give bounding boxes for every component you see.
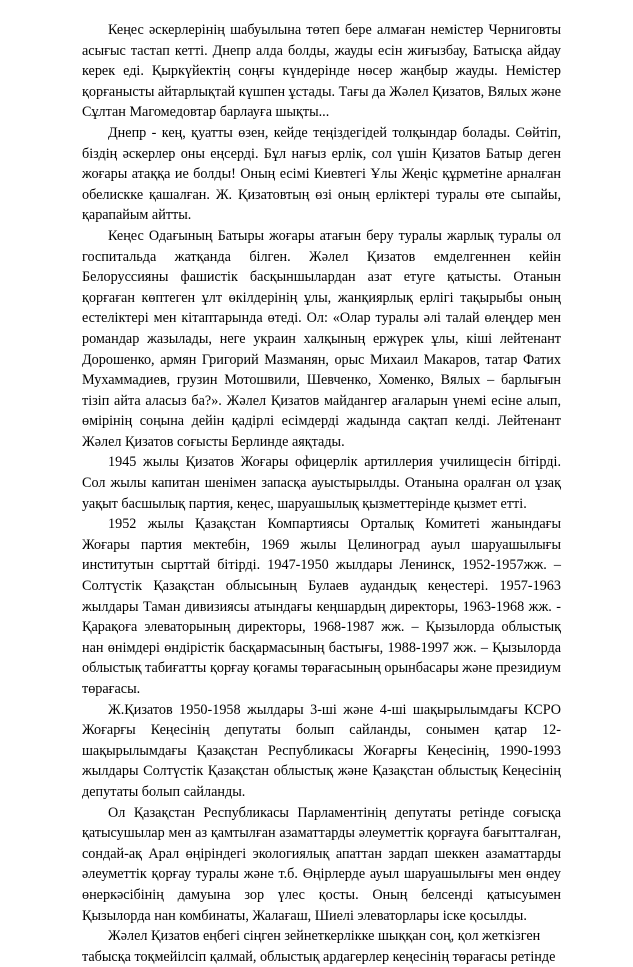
paragraph: Кеңес Одағының Батыры жоғары атағын беру туралы жарлық туралы ол госпитальда жатқанда білген. Жәлел Қизатов емделгеннен кейін Белоруссияны фашистік басқыншылардан азат етуге қатысты. Отанын қорғаған көптеген ұлт өкілдерінің ұлы, жанқиярлық ерлігі тақырыбы оның естеліктері мен кітаптарында өтеді. Ол: «Олар туралы әлі талай өлеңдер мен романдар жазылады, неге украин халқының ержүрек ұлы, кіші лейтенант Дорошенко, армян Григорий Мазманян, орыс Михаил Макаров, татар Фатих Мухаммадиев, грузин Мотошвили, Шевченко, Хоменко, Вялых – барлығын тізіп айта аласыз ба?». Жәлел Қизатов майдангер ағаларын үнемі есіне алып, өмірінің соңына дейін қадірлі есімдерді жадында сақтап келді. Лейтенант Жәлел Қизатов соғысты Берлинде аяқтады. [82, 227, 561, 450]
paragraph: Ж.Қизатов 1950-1958 жылдары 3-ші және 4-ші шақырылымдағы КСРО Жоғарғы Кеңесінің депутаты болып сайланды, сонымен қатар 12-шақырылымдағы Қазақстан Республикасы Жоғарғы Кеңесінің, 1990-1993 жылдары Солтүстік Қазақстан облыстық және Қазақстан облыстық Кеңесінің депутаты болып сайланды. [82, 701, 561, 800]
document-body [82, 20, 561, 967]
paragraph: Днепр - кең, қуатты өзен, кейде теңіздегідей толқындар болады. Сөйтіп, біздің әскерлер оны еңсерді. Бұл нағыз ерлік, сол үшін Қизатов Батыр деген жоғары атаққа ие болды! Оның есімі Киевтегі Ұлы Жеңіс құрметіне арналған обелискке қашалған. Ж. Қизатовтың өзі оның ерліктері туралы өте сыпайы, қарапайым айтты. [82, 124, 561, 224]
paragraph: Жәлел Қизатов еңбегі сіңген зейнеткерлікке шыққан соң, қол жеткізген табысқа тоқмейілсіп қалмай, облыстық ардагерлер кеңесінің төрағасы ретінде [82, 928, 556, 965]
paragraph: 1945 жылы Қизатов Жоғары офицерлік артиллерия училищесін бітірді. Сол жылы капитан шенімен запасқа ауыстырылды. Отанына оралған ол ұзақ уақыт басшылық партия, кеңес, шаруашылық қызметтерінде қызмет етті. [82, 454, 561, 512]
paragraph: Кеңес әскерлерінің шабуылына төтеп бере алмаған немістер Черниговты асығыс тастап кетті. Днепр алда болды, жауды есін жиғызбау, Батысқа айдау керек еді. Қыркүйектің соңғы күндерінде нөсер жаңбыр жауды. Немістер қорғанысты айтарлықтай күшпен ұстады. Тағы да Жәлел Қизатов, Вялых және Сұлтан Магомедовтар барлауға шықты... [82, 22, 561, 121]
paragraph: Ол Қазақстан Республикасы Парламентінің депутаты ретінде соғысқа қатысушылар мен аз қамтылған азаматтарды әлеуметтік қорғауға бағытталған, сондай-ақ Арал өңіріндегі экологиялық апаттан зардап шеккен азаматтарды әлеуметтік қорғау туралы және т.б. Өңірлерде ауыл шаруашылығы мен өндеу өнеркәсібінің дамуына зор үлес қосты. Оның белсенді қатысуымен Қызылорда нан комбинаты, Жалағаш, Шиелі элеваторлары іске қосылды. [82, 804, 561, 924]
paragraph: 1952 жылы Қазақстан Компартиясы Орталық Комитеті жанындағы Жоғары партия мектебін, 1969 жылы Целиноград ауыл шаруашылығы институтын сырттай бітірді. 1947-1950 жылдары Ленинск, 1952-1957жж. – Солтүстік Қазақстан облысының Булаев аудандық кеңестері. 1957-1963 жылдары Таман дивизиясы атындағы кеңшардың директоры, 1963-1968 жж. - Қарақоға элеваторының директоры, 1968-1987 жж. – Қызылорда облыстық нан өнімдері өндірістік басқармасының бастығы, 1988-1997 жж. – Қызылорда облыстық табиғатты қорғау қоғамы төрағасының орынбасары және президиум төрағасы. [82, 516, 561, 697]
